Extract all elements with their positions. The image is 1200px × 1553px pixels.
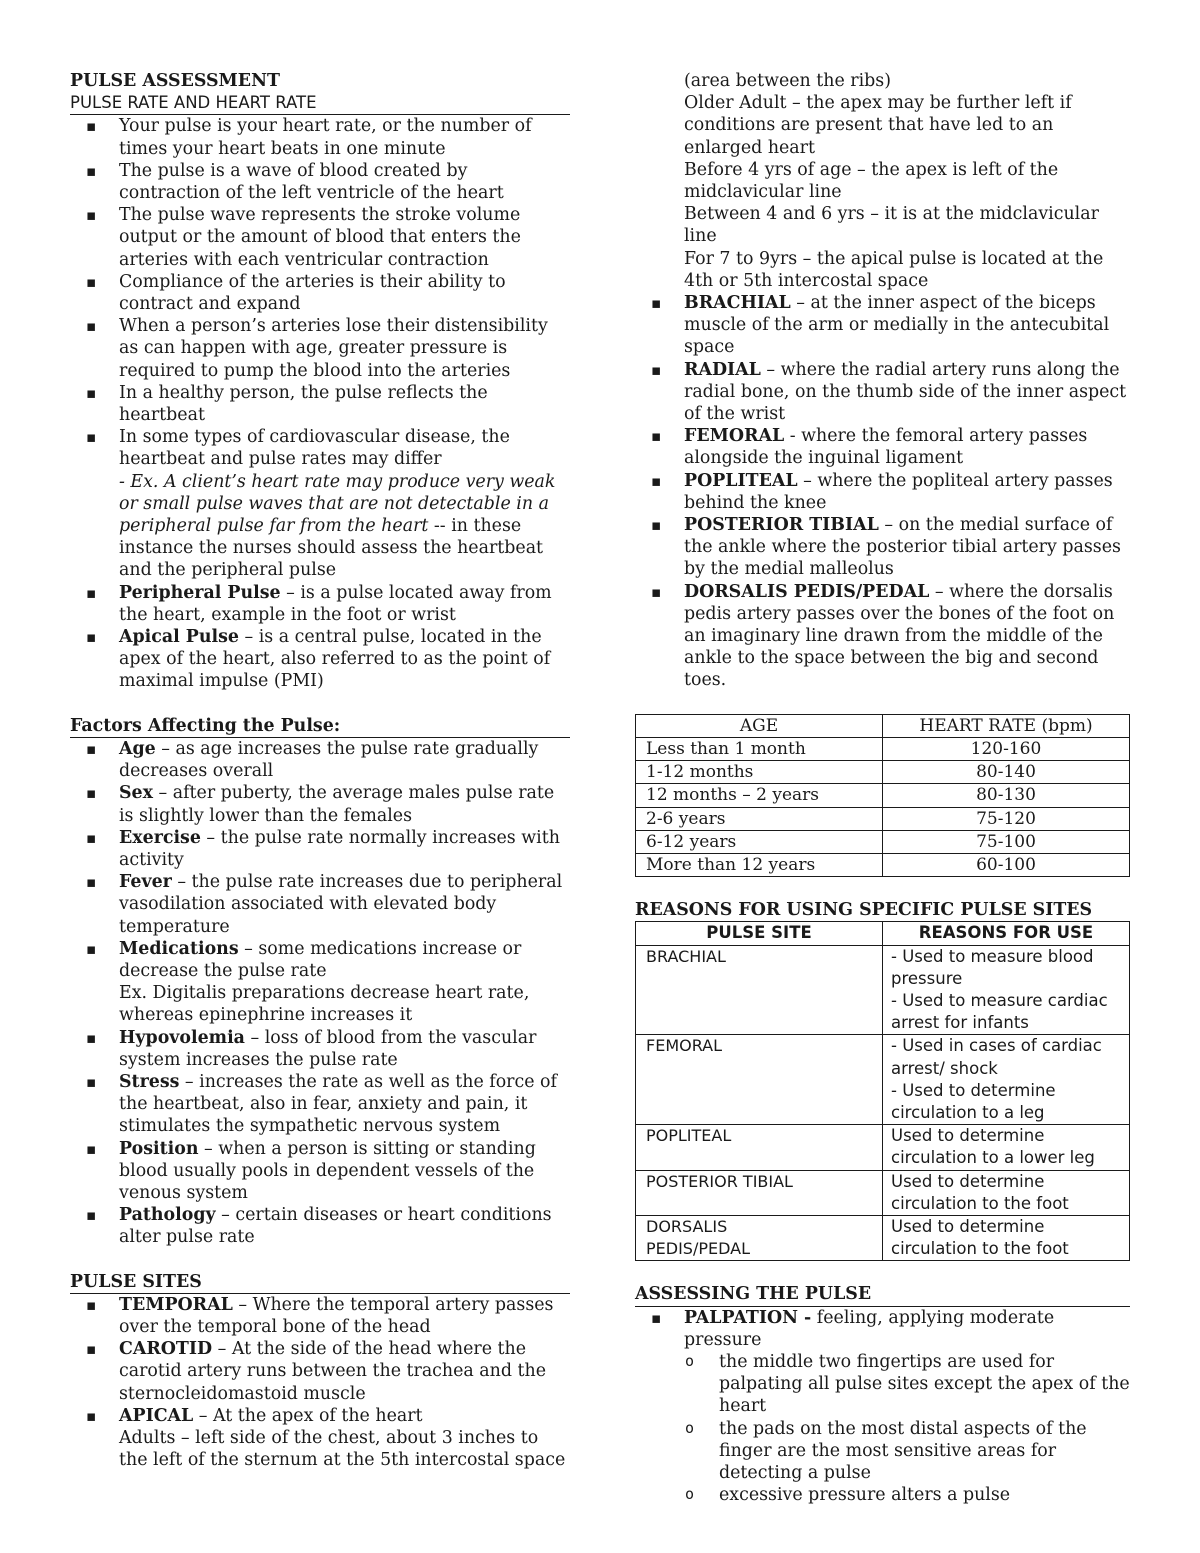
apical-line: (area between the ribs) xyxy=(684,71,891,91)
list-item xyxy=(70,1027,570,1071)
rate-cell: 80-130 xyxy=(883,784,1130,807)
site-name: FEMORAL xyxy=(646,1036,723,1056)
list-item xyxy=(70,626,570,693)
reason-line: Used to determine circulation to a lower leg xyxy=(891,1126,1095,1168)
term-text: – increases the rate as well as the force of the heartbeat, also in fear, anxiety and pain, it stimulates the sympathetic nervous system xyxy=(119,1071,557,1137)
term-text: – where the radial artery runs along the radial bone, on the thumb side of the inner aspect of the wrist xyxy=(684,359,1127,425)
rate-cell: 75-100 xyxy=(883,830,1130,853)
site-cell xyxy=(636,1215,883,1260)
column-header-site: PULSE SITE xyxy=(636,922,883,945)
table-row xyxy=(636,761,1130,784)
term: Sex xyxy=(119,783,153,804)
column-header-age: AGE xyxy=(636,714,883,737)
example-rest: -- in these instance the nurses should assess the heartbeat and the peripheral pulse xyxy=(119,516,544,581)
reason-cell xyxy=(883,1215,1130,1260)
list-item xyxy=(70,1338,570,1405)
term-text: - where the femoral artery passes alongside the inguinal ligament xyxy=(684,426,1088,469)
factors-list xyxy=(70,738,570,1249)
list-item xyxy=(70,1294,570,1338)
list-item-text: In some types of cardiovascular disease, the heartbeat and pulse rates may differ xyxy=(119,427,510,470)
reason-line: - Used to measure blood pressure xyxy=(891,946,1094,988)
column-header-reasons: REASONS FOR USE xyxy=(883,922,1130,945)
pulse-sites-list xyxy=(70,1294,570,1472)
reason-line: - Used in cases of cardiac arrest/ shock xyxy=(891,1036,1102,1078)
table-row xyxy=(636,1125,1130,1170)
term: DORSALIS PEDIS/PEDAL xyxy=(684,581,930,602)
page-title: PULSE ASSESSMENT xyxy=(70,71,280,91)
list-item xyxy=(70,938,570,1027)
table-row xyxy=(636,1035,1130,1125)
reason-cell xyxy=(883,1125,1130,1170)
list-item xyxy=(70,1204,570,1248)
age-cell: 1-12 months xyxy=(636,761,883,784)
example-italic: - Ex. A client’s heart rate may produce very weak or small pulse waves that are not detectable in a peripheral pulse far from the heart xyxy=(119,471,556,537)
list-item xyxy=(635,292,1130,359)
term: APICAL xyxy=(119,1405,194,1426)
reason-line: - Used to measure cardiac arrest for infants xyxy=(891,990,1108,1033)
apical-line: Before 4 yrs of age – the apex is left of the midclavicular line xyxy=(684,159,1059,203)
column-header-heart-rate: HEART RATE (bpm) xyxy=(883,714,1130,737)
site-cell xyxy=(636,945,883,1035)
factors-title: Factors Affecting the Pulse: xyxy=(70,715,570,738)
reason-cell xyxy=(883,1035,1130,1125)
reasons-table xyxy=(635,921,1130,1261)
term: RADIAL xyxy=(684,359,761,380)
assessing-list xyxy=(635,1307,1130,1351)
term-text: – At the apex of the heart xyxy=(193,1405,423,1426)
term: Pathology xyxy=(119,1205,216,1226)
reason-cell xyxy=(883,1170,1130,1215)
rate-cell: 60-100 xyxy=(883,853,1130,876)
age-cell: More than 12 years xyxy=(636,853,883,876)
left-column xyxy=(70,70,570,1471)
list-item xyxy=(635,470,1130,514)
list-item: ▪ Compliance of the arteries is their ability to contract and expand xyxy=(70,271,570,315)
term-text: – loss of blood from the vascular system increases the pulse rate xyxy=(119,1027,537,1070)
palpation-points xyxy=(635,1351,1130,1506)
list-item xyxy=(70,426,570,581)
term: Peripheral Pulse xyxy=(119,582,281,603)
apical-continued xyxy=(635,70,1130,292)
reason-cell xyxy=(883,945,1130,1035)
term-text: – as age increases the pulse rate gradually decreases overall xyxy=(119,738,539,782)
table-header-row xyxy=(636,714,1130,737)
table-header-row xyxy=(636,922,1130,945)
term: PALPATION - xyxy=(684,1307,812,1328)
rate-cell: 120-160 xyxy=(883,737,1130,760)
right-column xyxy=(635,70,1130,1506)
table-row xyxy=(636,807,1130,830)
term-text: – is a pulse located away from the heart, example in the foot or wrist xyxy=(119,582,552,625)
list-item xyxy=(70,1405,570,1472)
list-item xyxy=(70,1071,570,1138)
term-text: – is a central pulse, located in the apex of the heart, also referred to as the point of maximal impulse (PMI) xyxy=(119,627,551,692)
rate-cell: 75-120 xyxy=(883,807,1130,830)
list-item: o the pads on the most distal aspects of the finger are the most sensitive areas for detecting a pulse xyxy=(635,1418,1130,1485)
term-text: – at the inner aspect of the biceps muscle of the arm or medially in the antecubital space xyxy=(684,293,1110,358)
site-name: PEDIS/PEDAL xyxy=(646,1239,750,1259)
term-extra: Ex. Digitalis preparations decrease heart rate, whereas epinephrine increases it xyxy=(119,983,530,1026)
site-cell xyxy=(636,1170,883,1215)
list-item: ▪ The pulse is a wave of blood created by contraction of the left ventricle of the heart xyxy=(70,160,570,204)
term-text: – Where the temporal artery passes over the temporal bone of the head xyxy=(119,1294,554,1337)
age-cell: 2-6 years xyxy=(636,807,883,830)
assessing-title: ASSESSING THE PULSE xyxy=(635,1283,1130,1306)
term: FEMORAL xyxy=(684,426,785,447)
term-text: – At the side of the head where the carotid artery runs between the trachea and the sternocleidomastoid muscle xyxy=(119,1339,547,1404)
term: Age xyxy=(119,738,156,759)
term-text: feeling, applying moderate pressure xyxy=(684,1307,1055,1350)
site-cell xyxy=(636,1035,883,1125)
list-item: ▪ In a healthy person, the pulse reflects the heartbeat xyxy=(70,382,570,426)
term-text: – the pulse rate increases due to peripheral vasodilation associated with elevated body temperature xyxy=(119,872,563,937)
list-item xyxy=(635,1307,1130,1351)
rate-cell: 80-140 xyxy=(883,761,1130,784)
term: Position xyxy=(119,1138,199,1159)
table-row xyxy=(636,784,1130,807)
list-item: ▪ The pulse wave represents the stroke volume output or the amount of blood that enters the arteries with each ventricular contraction xyxy=(70,204,570,271)
term-text: – where the popliteal artery passes behind the knee xyxy=(684,470,1113,513)
term: BRACHIAL xyxy=(684,293,791,314)
term-text: – after puberty, the average males pulse rate is slightly lower than the females xyxy=(119,783,555,826)
term: Stress xyxy=(119,1071,180,1092)
apical-line: Older Adult – the apex may be further left if conditions are present that have led to an enlarged heart xyxy=(684,93,1072,158)
heart-rate-table xyxy=(635,714,1130,877)
age-cell: Less than 1 month xyxy=(636,737,883,760)
term-text: – where the dorsalis pedis artery passes over the bones of the foot on an imaginary line drawn from the middle of the ankle to the space between the big and second toes. xyxy=(684,581,1115,691)
term: Hypovolemia xyxy=(119,1027,245,1048)
term: Exercise xyxy=(119,827,201,848)
term: POSTERIOR TIBIAL xyxy=(684,515,879,536)
reasons-title: REASONS FOR USING SPECIFIC PULSE SITES xyxy=(635,900,1093,921)
list-item xyxy=(635,514,1130,581)
reason-line: Used to determine circulation to the foot xyxy=(891,1216,1069,1259)
term-text: – the pulse rate normally increases with activity xyxy=(119,827,560,870)
list-item xyxy=(635,581,1130,692)
list-item: o the middle two fingertips are used for palpating all pulse sites except the apex of the heart xyxy=(635,1351,1130,1418)
list-item: o excessive pressure alters a pulse xyxy=(635,1484,1130,1506)
list-item xyxy=(635,359,1130,426)
age-cell: 12 months – 2 years xyxy=(636,784,883,807)
table-row xyxy=(636,737,1130,760)
term: TEMPORAL xyxy=(119,1294,233,1315)
term: Medications xyxy=(119,938,239,959)
table-row xyxy=(636,853,1130,876)
reason-line: Used to determine circulation to the foot xyxy=(891,1171,1069,1213)
term-text: – certain diseases or heart conditions alter pulse rate xyxy=(119,1205,552,1248)
site-name: BRACHIAL xyxy=(646,946,726,966)
site-cell xyxy=(636,1125,883,1170)
term: POPLITEAL xyxy=(684,470,798,491)
list-item xyxy=(70,738,570,782)
apical-line: Between 4 and 6 yrs – it is at the midclavicular line xyxy=(684,204,1099,247)
age-cell: 6-12 years xyxy=(636,830,883,853)
pulse-rate-list xyxy=(70,115,570,692)
table-row xyxy=(636,1170,1130,1215)
pulse-sites-title: PULSE SITES xyxy=(70,1271,570,1294)
list-item xyxy=(70,1138,570,1205)
term: CAROTID xyxy=(119,1339,213,1360)
list-item xyxy=(635,425,1130,469)
apical-line: For 7 to 9yrs – the apical pulse is located at the 4th or 5th intercostal space xyxy=(684,248,1104,291)
term: Fever xyxy=(119,872,172,893)
site-name: POSTERIOR TIBIAL xyxy=(646,1171,793,1191)
table-row xyxy=(636,830,1130,853)
site-name: POPLITEAL xyxy=(646,1126,732,1146)
pulse-rate-subtitle: PULSE RATE AND HEART RATE xyxy=(70,92,570,115)
term: Apical Pulse xyxy=(119,627,239,648)
pulse-sites-list-continued xyxy=(635,292,1130,692)
site-name: DORSALIS xyxy=(646,1216,728,1236)
list-item xyxy=(70,871,570,938)
term-text: – some medications increase or decrease the pulse rate xyxy=(119,938,522,981)
list-item: ▪ When a person’s arteries lose their distensibility as can happen with age, greater pressure is required to pump the blood into the arteries xyxy=(70,315,570,382)
term-extra: Adults – left side of the chest, about 3 inches to the left of the sternum at the 5th intercostal space xyxy=(119,1427,566,1471)
term-text: – on the medial surface of the ankle where the posterior tibial artery passes by the medial malleolus xyxy=(684,515,1121,580)
list-item xyxy=(70,827,570,871)
reason-line: - Used to determine circulation to a leg xyxy=(891,1080,1056,1122)
list-item xyxy=(70,582,570,626)
table-row xyxy=(636,945,1130,1035)
table-row xyxy=(636,1215,1130,1260)
list-item: ▪ Your pulse is your heart rate, or the number of times your heart beats in one minute xyxy=(70,115,570,159)
list-item xyxy=(70,782,570,826)
term-text: – when a person is sitting or standing blood usually pools in dependent vessels of the venous system xyxy=(119,1138,536,1203)
